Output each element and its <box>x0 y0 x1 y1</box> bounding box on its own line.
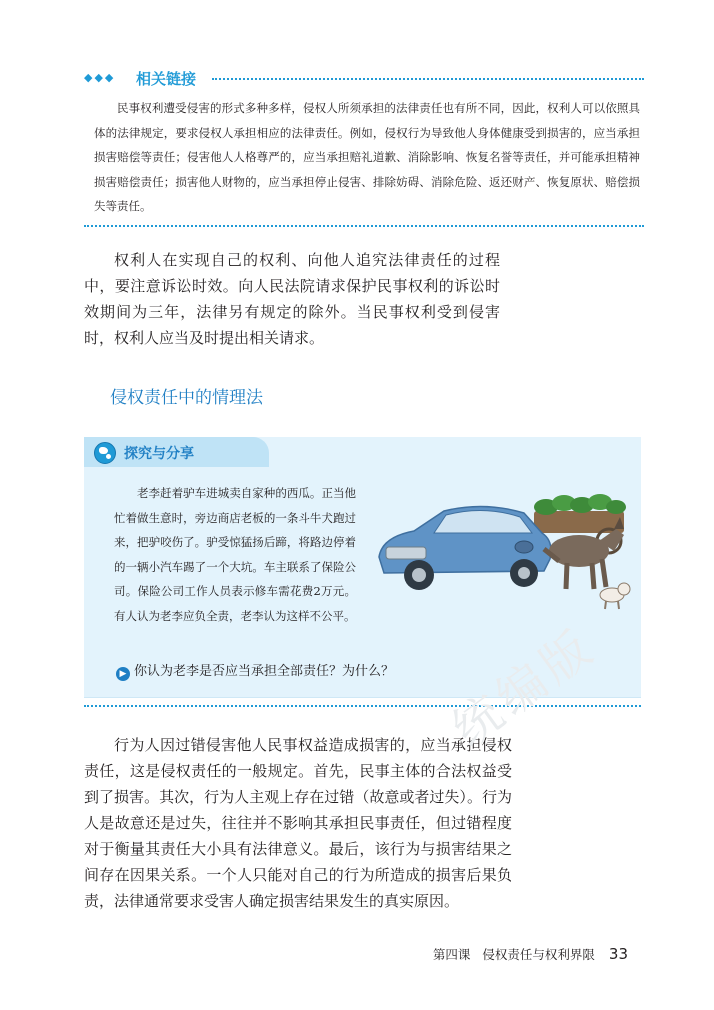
car-icon <box>379 506 551 590</box>
page-number: 33 <box>608 945 628 963</box>
explore-question <box>116 660 394 681</box>
arrow-circle-icon: ▶ <box>116 667 130 681</box>
explore-story: 老李赶着驴车进城卖自家种的西瓜。正当他忙着做生意时，旁边商店老板的一条斗牛犬跑过来，把驴咬伤了。驴受惊猛扬后蹄，将路边停着的一辆小汽车踢了一个大坑。车主联系了保险公司。保险公司工作人员表示修车需花费2万元。有人认为老李应负全责，老李认为这样不公平。 <box>114 486 356 623</box>
dotted-divider <box>84 225 644 227</box>
watermark: 统编版 <box>442 617 607 759</box>
related-links-box <box>84 68 644 227</box>
explore-title: 探究与分享 <box>124 446 194 462</box>
paragraph-statute-of-limitations: 权利人在实现自己的权利、向他人追究法律责任的过程中，要注意诉讼时效。向人民法院请求保护民事权利的诉讼时效期间为三年，法律另有规定的除外。当民事权利受到侵害时，权利人应当及时提出相关请求。 <box>84 251 500 347</box>
donkey-car-illustration <box>374 489 634 619</box>
footer-chapter: 第四课 <box>432 947 471 962</box>
diamond-bullet-icon: ◆◆◆ <box>84 71 116 84</box>
dotted-divider <box>84 705 641 707</box>
related-links-title: 相关链接 <box>136 70 197 88</box>
explore-question-text: 你认为老李是否应当承担全部责任？为什么？ <box>134 664 395 679</box>
explore-tab <box>84 437 269 467</box>
page-footer <box>433 945 628 963</box>
section-title: 侵权责任中的情理法 <box>110 388 263 408</box>
dotted-divider <box>212 78 644 80</box>
paragraph-tort-liability: 行为人因过错侵害他人民事权益造成损害的，应当承担侵权责任，这是侵权责任的一般规定。首先，民事主体的合法权益受到了损害。其次，行为人主观上存在过错（故意或者过失）。行为人是故意还是过失，往往并不影响其承担民事责任，但过错程度对于衡量其责任大小具有法律意义。最后，该行为与损害结果之间存在因果关系。一个人只能对自己的行为所造成的损害后果负责，法律通常要求受害人确定损害结果发生的真实原因。 <box>84 736 512 910</box>
globe-icon <box>94 442 116 464</box>
related-links-text: 民事权利遭受侵害的形式多种多样，侵权人所须承担的法律责任也有所不同，因此，权利人可以依照具体的法律规定，要求侵权人承担相应的法律责任。例如，侵权行为导致他人身体健康受到损害的，应当承担损害赔偿等责任；侵害他人人格尊严的，应当承担赔礼道歉、消除影响、恢复名誉等责任，并可能承担精神损害赔偿责任；损害他人财物的，应当承担停止侵害、排除妨碍、消除危险、返还财产、恢复原状、赔偿损失等责任。 <box>94 101 640 213</box>
related-links-header <box>84 68 644 90</box>
footer-chapter-title: 侵权责任与权利界限 <box>482 947 595 962</box>
